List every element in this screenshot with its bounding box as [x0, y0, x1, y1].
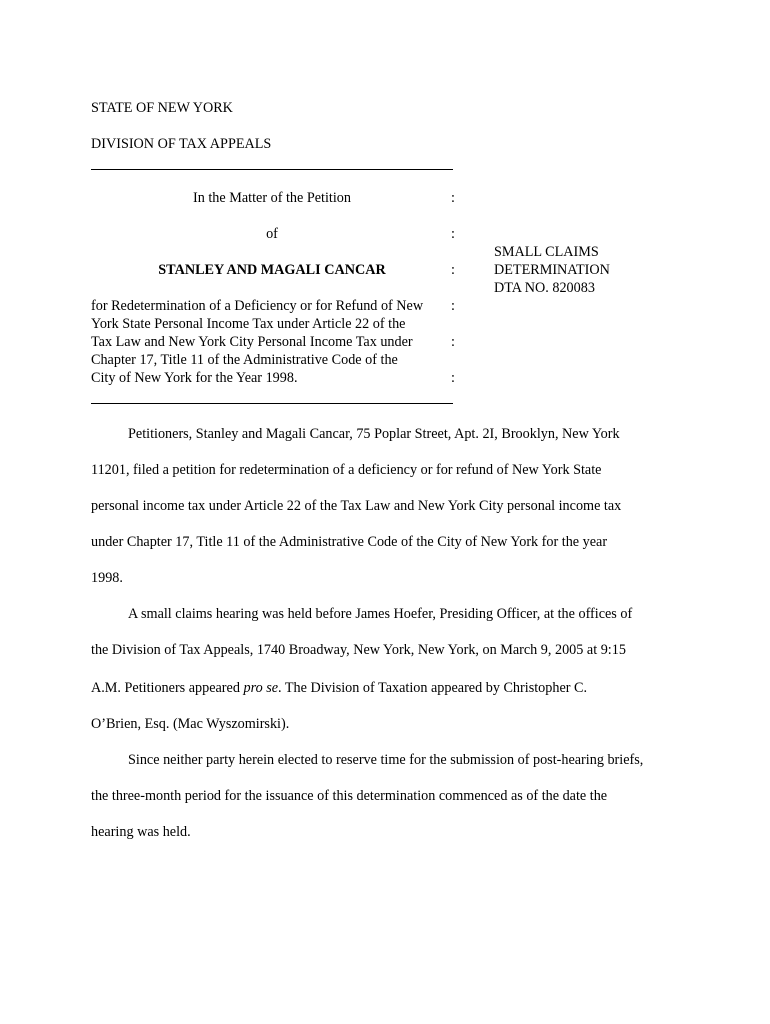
- paragraph-line: hearing was held.: [91, 824, 191, 840]
- pro-se-italic: pro se: [243, 680, 279, 696]
- division-heading: DIVISION OF TAX APPEALS: [91, 136, 272, 152]
- determination-type: SMALL CLAIMS: [494, 244, 599, 260]
- paragraph-line: Petitioners, Stanley and Magali Cancar, 75 Poplar Street, Apt. 2I, Brooklyn, New York: [128, 426, 620, 442]
- caption-purpose-line: York State Personal Income Tax under Article 22 of the: [91, 316, 406, 332]
- caption-colon: :: [451, 370, 455, 386]
- caption-colon: :: [451, 262, 455, 278]
- division-appearance-text: . The Division of Taxation appeared by Christopher C.: [278, 680, 588, 696]
- caption-petitioners: STANLEY AND MAGALI CANCAR: [158, 262, 386, 278]
- paragraph-line: A small claims hearing was held before James Hoefer, Presiding Officer, at the offices of: [128, 606, 633, 622]
- determination-label: DETERMINATION: [494, 262, 610, 278]
- caption-purpose-line: Tax Law and New York City Personal Income Tax under: [91, 334, 413, 350]
- paragraph-line: O’Brien, Esq. (Mac Wyszomirski).: [91, 716, 290, 732]
- caption-purpose-line: City of New York for the Year 1998.: [91, 370, 298, 386]
- caption-matter: In the Matter of the Petition: [193, 190, 351, 206]
- paragraph-line: the Division of Tax Appeals, 1740 Broadway, New York, New York, on March 9, 2005 at 9:15: [91, 642, 626, 658]
- caption-top-rule: [91, 169, 453, 170]
- paragraph-line: 1998.: [91, 570, 123, 586]
- caption-colon: :: [451, 334, 455, 350]
- state-heading: STATE OF NEW YORK: [91, 100, 233, 116]
- dta-number: DTA NO. 820083: [494, 280, 595, 296]
- paragraph-line: personal income tax under Article 22 of the Tax Law and New York City personal income tax: [91, 498, 622, 514]
- paragraph-line: under Chapter 17, Title 11 of the Administrative Code of the City of New York for the year: [91, 534, 608, 550]
- caption-purpose-line: Chapter 17, Title 11 of the Administrative Code of the: [91, 352, 398, 368]
- paragraph-line: the three-month period for the issuance of this determination commenced as of the date the: [91, 788, 608, 804]
- paragraph-line: [91, 680, 587, 697]
- caption-purpose-line: for Redetermination of a Deficiency or for Refund of New: [91, 298, 424, 314]
- caption-colon: :: [451, 190, 455, 206]
- hearing-appearance-text: A.M. Petitioners appeared: [91, 680, 244, 696]
- caption-bottom-rule: [91, 403, 453, 404]
- caption-colon: :: [451, 298, 455, 314]
- paragraph-line: 11201, filed a petition for redetermination of a deficiency or for refund of New York State: [91, 462, 602, 478]
- caption-of: of: [266, 226, 278, 242]
- caption-colon: :: [451, 226, 455, 242]
- paragraph-line: Since neither party herein elected to reserve time for the submission of post-hearing briefs,: [128, 752, 644, 768]
